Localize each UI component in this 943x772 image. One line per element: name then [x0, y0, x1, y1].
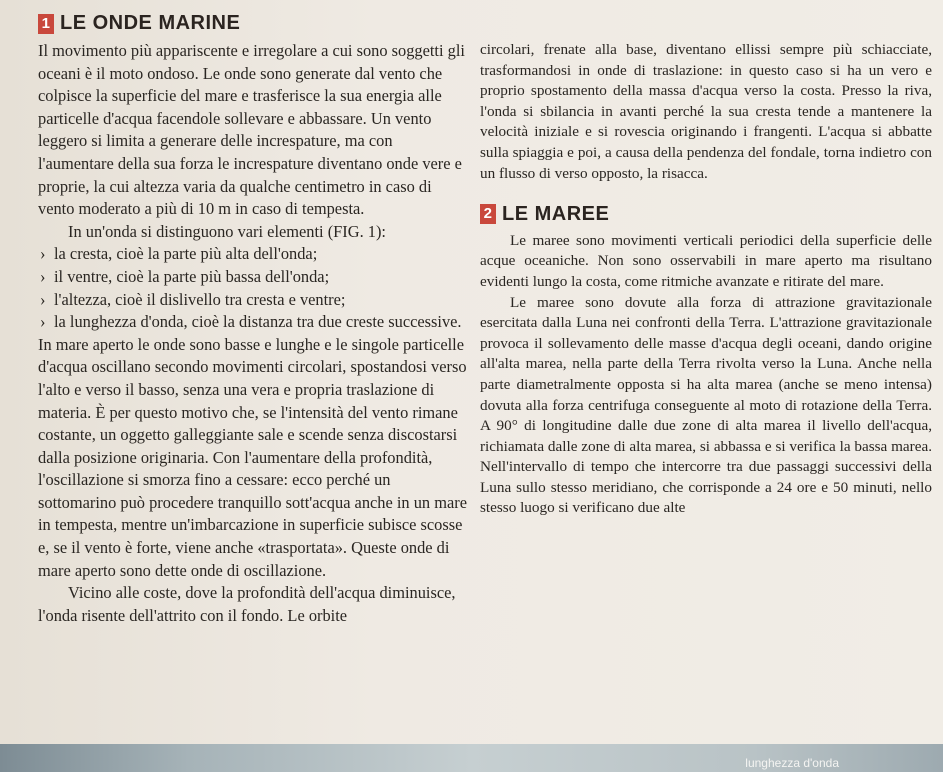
left-column — [38, 40, 470, 627]
paragraph-oscillation-waves: In mare aperto le onde sono basse e lunghe e le singole particelle d'acqua oscillano secondo movimenti circolari, spostandosi verso l'alto e verso il basso, senza una vera e propria traslazione di materia. È per questo motivo che, se l'intensità del vento rimane costante, un oggetto galleggiante sale e scende senza discostarsi dalla posizione originaria. Con l'aumentare della profondità, l'oscillazione si smorza fino a cessare: ecco perché un sottomarino può procedere tranquillo sott'acqua anche in un mare in tempesta, mentre un'imbarcazione in superficie subisce scosse e, se il vento è forte, viene anche «trasportata». Queste onde di mare aperto sono dette onde di oscillazione. — [38, 334, 467, 580]
wave-elements-list — [38, 243, 470, 333]
list-item: › l'altezza, cioè il dislivello tra cresta e ventre; — [38, 289, 470, 312]
section-title: LE MAREE — [502, 203, 610, 226]
paragraph-near-coast: Vicino alle coste, dove la profondità dell'acqua diminuisce, l'onda risente dell'attrito con il fondo. Le orbite — [38, 583, 456, 625]
section-heading-onde — [38, 12, 240, 35]
section-title: LE ONDE MARINE — [60, 12, 241, 34]
list-item: › il ventre, cioè la parte più bassa dell'onda; — [38, 266, 470, 289]
paragraph-translation-waves: circolari, frenate alla base, diventano ellissi sempre più schiacciate, trasformandosi in onde di traslazione: in questo caso si ha un vero e proprio spostamento della massa d'acqua verso la costa. Presso la riva, l'onda si sbilancia in avanti perché la sua cresta tende a mantenere la velocità iniziale e si rovescia originando i frangenti. L'acqua si abbatte sulla spiaggia e poi, a causa della pendenza del fondale, torna indietro con un flusso di verso opposto, la risacca. — [480, 41, 932, 182]
right-column — [480, 40, 932, 519]
section-heading-maree — [480, 204, 932, 225]
list-item: › la cresta, cioè la parte più alta dell'onda; — [38, 243, 470, 266]
paragraph-tides-gravity: Le maree sono dovute alla forza di attrazione gravitazionale esercitata dalla Luna nei confronti della Terra. L'attrazione gravitazionale provoca il sollevamento delle masse d'acqua degli oceani, dando origine all'alta marea, nella parte della Terra rivolta verso la Luna. Anche nella parte diametralmente opposta si ha alta marea (anche se meno intensa) dovuta alla forza centrifuga conseguente al moto di rotazione della Terra. A 90° di longitudine dalle due zone di alta marea il livello dell'acqua, richiamata dalle zone di alta marea, si abbassa e si verifica la bassa marea. Nell'intervallo di tempo che intercorre tra due passaggi successivi della Luna sullo stesso meridiano, che corrisponde a 24 ore e 50 minuti, nello stesso luogo si verificano due alte — [480, 293, 932, 517]
paragraph-intro-waves: Il movimento più appariscente e irregolare a cui sono soggetti gli oceani è il moto ondoso. Le onde sono generate dal vento che colpisce la superficie del mare e trasferisce la sua energia alle particelle d'acqua facendole sollevare e abbassare. Un vento leggero si limita a generare delle increspature, ma con l'aumentare della sua forza le increspature diventano onde vere e proprie, la cui altezza varia da qualche centimetro in caso di vento moderato a più di 10 m in caso di tempesta. — [38, 41, 465, 219]
paragraph-wave-elements: In un'onda si distinguono vari elementi (FIG. 1): — [68, 221, 386, 241]
section-number-badge: 2 — [480, 204, 496, 224]
list-item: › la lunghezza d'onda, cioè la distanza tra due creste successive. — [38, 311, 470, 334]
paragraph-tides-intro: Le maree sono movimenti verticali periodici della superficie delle acque oceaniche. Non sono osservabili in mare aperto ma risultano evidenti lungo la costa, come ritmiche avanzate e ritirate del mare. — [480, 231, 932, 290]
section-number-badge: 1 — [38, 14, 54, 34]
figure-caption: lunghezza d'onda — [745, 756, 839, 770]
